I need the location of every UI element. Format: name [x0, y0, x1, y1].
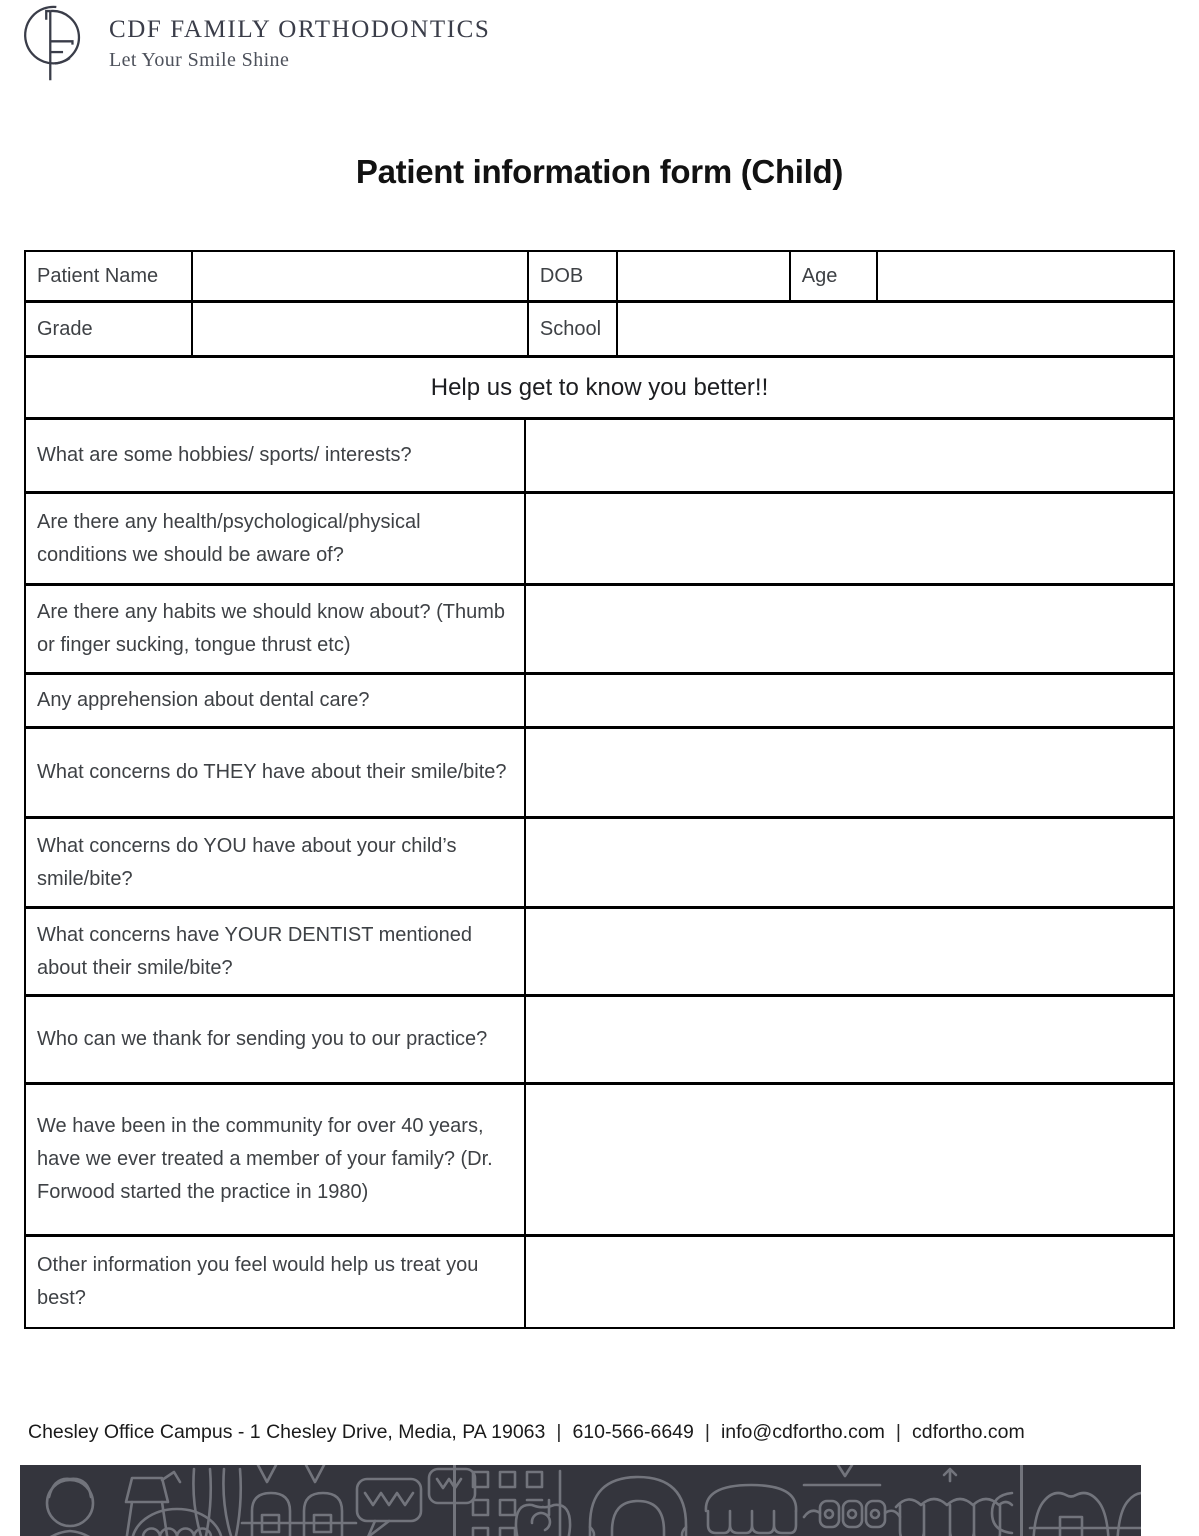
- office-address: Chesley Office Campus - 1 Chesley Drive, Media, PA 19063: [28, 1421, 546, 1443]
- answer-input-6[interactable]: [524, 909, 1173, 994]
- tooth-side-icon: [988, 1491, 1014, 1535]
- question-label: What are some hobbies/ sports/ interests?: [37, 444, 412, 466]
- grade-label: Grade: [37, 317, 93, 340]
- answer-input-2[interactable]: [524, 586, 1173, 672]
- question-row: [26, 420, 1173, 494]
- question-row: [26, 997, 1173, 1085]
- question-row: [26, 586, 1173, 675]
- question-label: Any apprehension about dental care?: [37, 689, 370, 711]
- chat-teeth-icon: [355, 1467, 479, 1536]
- question-label: Who can we thank for sending you to our practice?: [37, 1028, 488, 1050]
- brand-name: CDF FAMILY ORTHODONTICS: [109, 16, 491, 43]
- brand-tagline: Let Your Smile Shine: [109, 49, 290, 71]
- table-row-school: [26, 303, 1173, 358]
- question-row: [26, 729, 1173, 819]
- school-label: School: [527, 303, 616, 355]
- cdf-monogram-icon: [22, 5, 92, 83]
- question-row: [26, 494, 1173, 586]
- answer-input-4[interactable]: [524, 729, 1173, 816]
- question-label: Other information you feel would help us treat you best?: [37, 1254, 479, 1309]
- question-label: Are there any habits we should know about? (Thumb or finger sucking, tongue thrust etc): [37, 601, 506, 656]
- dob-input[interactable]: [616, 252, 789, 300]
- question-label: What concerns do YOU have about your child’s smile/bite?: [37, 834, 457, 890]
- dob-label: DOB: [527, 252, 616, 300]
- patient-info-table: [24, 250, 1175, 1329]
- separator: |: [704, 1421, 710, 1443]
- age-label: Age: [789, 252, 877, 300]
- footer-contact-line: [28, 1421, 1188, 1444]
- section-header: Help us get to know you better!!: [430, 374, 769, 401]
- answer-input-8[interactable]: [524, 1085, 1173, 1234]
- molar-braces-icon: [1030, 1481, 1141, 1536]
- question-row: [26, 909, 1173, 997]
- dentures-rows-icon: [700, 1479, 802, 1536]
- question-row: [26, 1085, 1173, 1237]
- separator: |: [556, 1421, 562, 1443]
- answer-input-7[interactable]: [524, 997, 1173, 1082]
- school-input[interactable]: [616, 303, 1173, 355]
- email-address: info@cdfortho.com: [720, 1421, 885, 1443]
- separator: |: [895, 1421, 901, 1443]
- dental-pattern-band: [20, 1465, 1141, 1536]
- question-label: What concerns do THEY have about their smile/bite?: [37, 761, 507, 783]
- patient-name-input[interactable]: [191, 252, 527, 300]
- answer-input-9[interactable]: [524, 1237, 1173, 1327]
- brand-text: [109, 5, 490, 72]
- answer-input-0[interactable]: [524, 420, 1173, 491]
- patient-name-label: Patient Name: [37, 264, 159, 287]
- dental-arch-icon: [582, 1469, 694, 1536]
- section-header-row: [26, 358, 1173, 420]
- retainer-icon: [802, 1465, 902, 1536]
- table-row-patient: [26, 252, 1173, 303]
- braces-teeth-icon: [242, 1465, 358, 1536]
- question-label: We have been in the community for over 40 years, have we ever treated a member of your family? (Dr. Forwood started the practice in 1980): [37, 1115, 493, 1203]
- brand-header: [22, 5, 490, 83]
- question-label: What concerns have YOUR DENTIST mentioned about their smile/bite?: [37, 923, 472, 979]
- age-input[interactable]: [876, 252, 1173, 300]
- question-row: [26, 1237, 1173, 1327]
- question-label: Are there any health/psychological/physical conditions we should be aware of?: [37, 510, 421, 566]
- form-title: Patient information form (Child): [355, 153, 844, 190]
- dentist-icon: [20, 1469, 126, 1536]
- grade-input[interactable]: [191, 303, 527, 355]
- divider-line: [453, 1465, 456, 1536]
- website-url: cdfortho.com: [911, 1421, 1025, 1443]
- dentures-icon: [128, 1503, 226, 1536]
- answer-input-1[interactable]: [524, 494, 1173, 583]
- question-row: [26, 675, 1173, 729]
- divider-line: [1020, 1465, 1023, 1536]
- answer-input-5[interactable]: [524, 819, 1173, 906]
- phone-number: 610-566-6649: [572, 1421, 694, 1443]
- answer-input-3[interactable]: [524, 675, 1173, 726]
- question-row: [26, 819, 1173, 909]
- molar-icon: [510, 1499, 576, 1536]
